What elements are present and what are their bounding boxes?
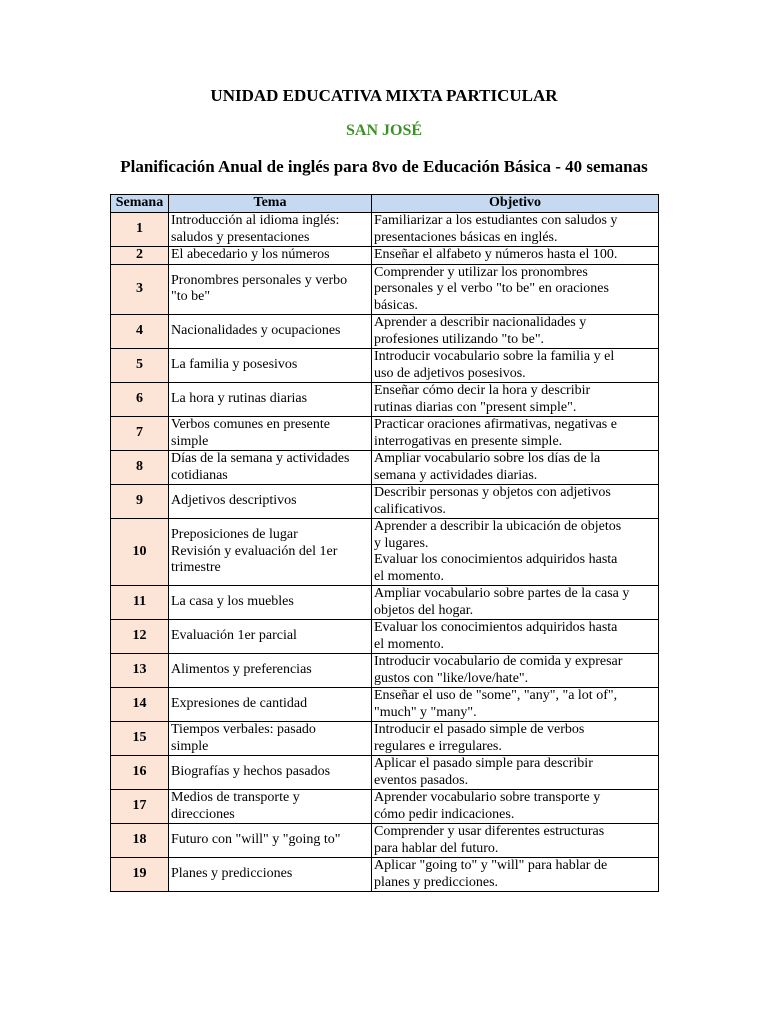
table-row [111,451,659,485]
objective-cell [372,315,659,349]
table-row [111,417,659,451]
topic-cell [169,519,372,586]
topic-line: Introducción al idioma inglés: [171,213,340,228]
objective-line: Enseñar el uso de "some", "any", "a lot of", [374,688,618,703]
school-name: UNIDAD EDUCATIVA MIXTA PARTICULAR [210,86,558,105]
table-body [111,213,659,892]
table-row [111,688,659,722]
topic-line: La familia y posesivos [171,357,298,373]
objective-cell [372,383,659,417]
week-number: 9 [111,485,169,519]
week-number: 15 [111,722,169,756]
topic-line: Verbos comunes en presente [171,417,331,432]
topic-cell [169,247,372,265]
topic-line: direcciones [171,806,235,822]
week-number: 18 [111,824,169,858]
week-number: 1 [111,213,169,247]
table-row [111,790,659,824]
topic-cell [169,756,372,790]
table-row [111,315,659,349]
plan-title: Planificación Anual de inglés para 8vo de Educación Básica - 40 semanas [120,157,648,176]
objective-cell [372,349,659,383]
week-number: 11 [111,586,169,620]
objective-cell [372,485,659,519]
topic-line: Pronombres personales y verbo [171,272,348,288]
topic-cell [169,349,372,383]
objective-line: el momento. [374,568,444,584]
objective-line: Ampliar vocabulario sobre los días de la [374,451,601,466]
objective-line: Enseñar el alfabeto y números hasta el 100. [374,247,618,262]
objective-line: interrogativas en presente simple. [374,433,563,449]
week-number: 10 [111,519,169,586]
objective-line: Aplicar el pasado simple para describir [374,756,593,771]
topic-line: cotidianas [171,467,228,483]
objective-line: objetos del hogar. [374,602,474,618]
objective-line: Evaluar los conocimientos adquiridos hasta [374,620,618,635]
objective-line: uso de adjetivos posesivos. [374,365,526,381]
table-row [111,858,659,892]
objective-cell [372,722,659,756]
week-number: 7 [111,417,169,451]
objective-line: Introducir el pasado simple de verbos [374,722,585,737]
topic-cell [169,654,372,688]
topic-line: Expresiones de cantidad [171,696,308,712]
objective-line: "much" y "many". [374,704,477,720]
topic-line: Preposiciones de lugar [171,527,298,543]
table-row [111,722,659,756]
topic-line: Futuro con "will" y "going to" [171,832,341,848]
week-number: 3 [111,264,169,315]
table-row [111,349,659,383]
objective-line: para hablar del futuro. [374,840,499,856]
objective-cell [372,756,659,790]
week-number: 16 [111,756,169,790]
objective-cell [372,247,659,265]
objective-cell [372,264,659,315]
week-number: 12 [111,620,169,654]
objective-cell [372,213,659,247]
school-subtitle: SAN JOSÉ [345,122,423,139]
objective-line: el momento. [374,636,444,652]
header-semana: Semana [111,195,169,213]
topic-cell [169,722,372,756]
table-row [111,654,659,688]
objective-line: planes y predicciones. [374,874,499,890]
topic-line: saludos y presentaciones [171,229,310,245]
week-number: 5 [111,349,169,383]
topic-cell [169,451,372,485]
topic-cell [169,485,372,519]
topic-line: simple [171,738,209,754]
week-number: 2 [111,247,169,265]
table-row [111,756,659,790]
topic-line: Alimentos y preferencias [171,662,312,678]
topic-cell [169,264,372,315]
objective-line: Familiarizar a los estudiantes con saludos y [374,213,618,228]
week-number: 6 [111,383,169,417]
objective-cell [372,451,659,485]
topic-line: trimestre [171,560,221,576]
objective-cell [372,620,659,654]
header-objetivo: Objetivo [372,195,659,213]
objective-line: Aplicar "going to" y "will" para hablar de [374,858,608,873]
topic-line: Nacionalidades y ocupaciones [171,323,341,339]
week-number: 8 [111,451,169,485]
objective-line: Aprender vocabulario sobre transporte y [374,790,601,805]
objective-line: eventos pasados. [374,772,469,788]
table-row [111,586,659,620]
objective-cell [372,688,659,722]
header-tema: Tema [169,195,372,213]
objective-cell [372,654,659,688]
topic-cell [169,688,372,722]
objective-line: personales y el verbo "to be" en oraciones [374,281,609,296]
topic-line: Medios de transporte y [171,790,300,805]
topic-line: "to be" [171,289,211,305]
topic-cell [169,790,372,824]
objective-cell [372,824,659,858]
topic-cell [169,620,372,654]
week-number: 19 [111,858,169,892]
table-row [111,620,659,654]
topic-cell [169,315,372,349]
table-row [111,247,659,265]
week-number: 13 [111,654,169,688]
objective-line: Introducir vocabulario sobre la familia y el [374,349,615,364]
objective-line: Comprender y utilizar los pronombres [374,264,588,280]
objective-line: básicas. [374,297,418,313]
objective-line: presentaciones básicas en inglés. [374,229,558,245]
topic-line: Tiempos verbales: pasado [171,722,316,737]
topic-line: Biografías y hechos pasados [171,764,331,780]
objective-line: cómo pedir indicaciones. [374,806,515,822]
table-row [111,383,659,417]
objective-line: Describir personas y objetos con adjetivos [374,485,611,500]
week-number: 14 [111,688,169,722]
topic-line: Planes y predicciones [171,866,293,882]
topic-cell [169,586,372,620]
week-number: 4 [111,315,169,349]
objective-cell [372,586,659,620]
objective-line: rutinas diarias con "present simple". [374,399,577,415]
table-row [111,213,659,247]
topic-cell [169,858,372,892]
topic-cell [169,824,372,858]
topic-cell [169,417,372,451]
objective-line: Practicar oraciones afirmativas, negativas e [374,417,617,432]
objective-line: Evaluar los conocimientos adquiridos hasta [374,552,618,567]
table-header-row [111,195,659,213]
objective-line: profesiones utilizando "to be". [374,331,545,347]
topic-cell [169,383,372,417]
table-row [111,485,659,519]
week-number: 17 [111,790,169,824]
topic-line: Evaluación 1er parcial [171,628,297,644]
objective-line: Enseñar cómo decir la hora y describir [374,383,591,398]
table-row [111,824,659,858]
objective-cell [372,417,659,451]
topic-line: Revisión y evaluación del 1er [171,543,338,559]
objective-line: Comprender y usar diferentes estructuras [374,824,605,839]
topic-line: La hora y rutinas diarias [171,391,308,407]
objective-cell [372,519,659,586]
table-row [111,264,659,315]
objective-line: y lugares. [374,535,429,551]
objective-cell [372,858,659,892]
objective-line: Aprender a describir nacionalidades y [374,315,587,330]
objective-line: calificativos. [374,501,446,517]
table-row [111,519,659,586]
topic-line: La casa y los muebles [171,594,294,610]
topic-line: Adjetivos descriptivos [171,493,297,509]
objective-cell [372,790,659,824]
objective-line: semana y actividades diarias. [374,467,538,483]
objective-line: Ampliar vocabulario sobre partes de la casa y [374,586,630,601]
objective-line: gustos con "like/love/hate". [374,670,529,686]
objective-line: regulares e irregulares. [374,738,502,754]
topic-line: Días de la semana y actividades [171,451,350,466]
topic-cell [169,213,372,247]
objective-line: Introducir vocabulario de comida y expresar [374,654,623,669]
objective-line: Aprender a describir la ubicación de objetos [374,519,622,534]
planning-table [110,194,659,892]
topic-line: El abecedario y los números [171,247,330,262]
topic-line: simple [171,433,209,449]
